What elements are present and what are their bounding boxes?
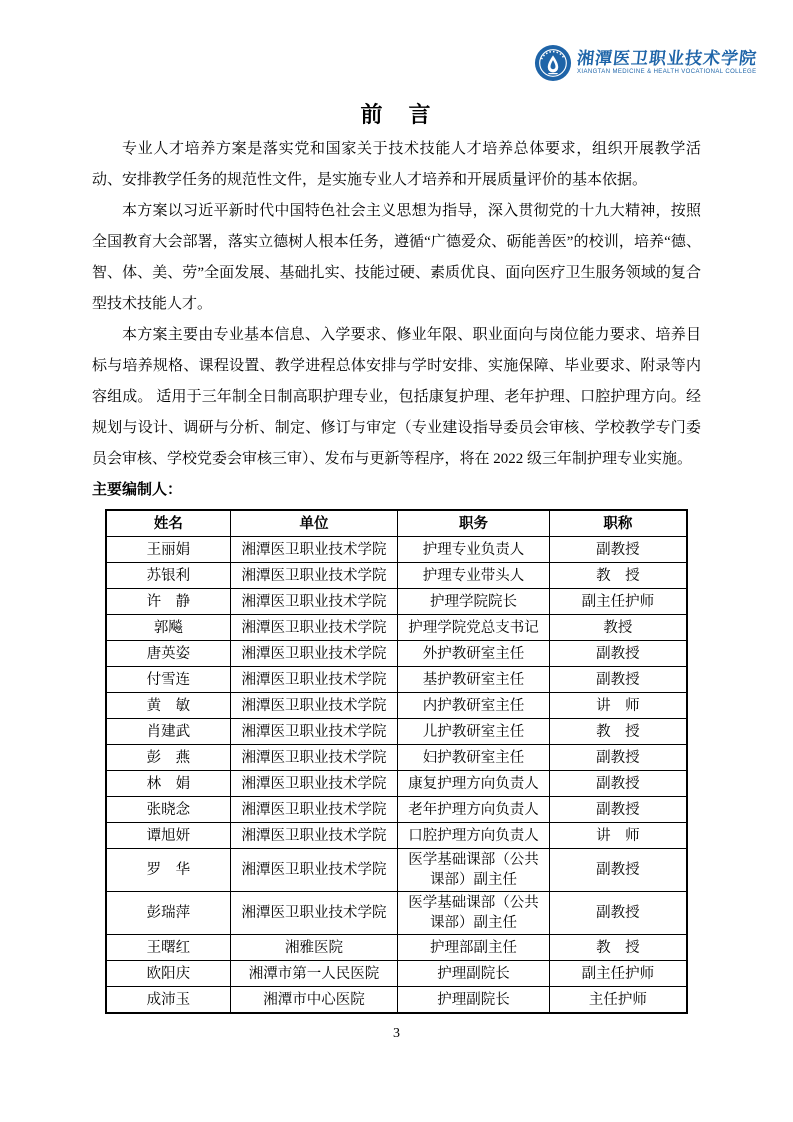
editor-title: 副教授 xyxy=(549,745,687,771)
page-number: 3 xyxy=(393,1026,400,1041)
table-row xyxy=(106,693,687,719)
table-row xyxy=(106,745,687,771)
college-emblem-icon xyxy=(534,44,572,82)
editor-title: 副教授 xyxy=(549,892,687,935)
editor-name: 苏银利 xyxy=(106,563,230,589)
editor-unit: 湘潭医卫职业技术学院 xyxy=(230,719,397,745)
editor-position: 护理副院长 xyxy=(398,961,550,987)
editor-name: 成沛玉 xyxy=(106,987,230,1014)
table-row xyxy=(106,719,687,745)
editor-title: 讲 师 xyxy=(549,693,687,719)
editor-name: 付雪连 xyxy=(106,667,230,693)
editor-position: 外护教研室主任 xyxy=(398,641,550,667)
editor-unit: 湘潭市中心医院 xyxy=(230,987,397,1014)
editor-name: 黄 敏 xyxy=(106,693,230,719)
editor-name: 肖建武 xyxy=(106,719,230,745)
editor-position: 老年护理方向负责人 xyxy=(398,797,550,823)
editor-unit: 湘潭医卫职业技术学院 xyxy=(230,771,397,797)
table-row xyxy=(106,589,687,615)
editor-title: 副教授 xyxy=(549,537,687,563)
table-row xyxy=(106,849,687,892)
column-header-unit: 单位 xyxy=(230,510,397,537)
editor-name: 唐英姿 xyxy=(106,641,230,667)
editor-title: 教 授 xyxy=(549,935,687,961)
preface-paragraph-3: 本方案主要由专业基本信息、入学要求、修业年限、职业面向与岗位能力要求、培养目标与培养规格、课程设置、教学进程总体安排与学时安排、实施保障、毕业要求、附录等内容组成。 适用于三年制全日制高职护理专业，包括康复护理、老年护理、口腔护理方向。经规划与设计、调研与分析、制定、修订与审定（专业建设指导委员会审核、学校教学专门委员会审核、学校党委会审核三审）、发布与更新等程序，将在 2022 级三年制护理专业实施。 xyxy=(92,327,701,467)
editor-name: 王丽娟 xyxy=(106,537,230,563)
table-row xyxy=(106,563,687,589)
editor-position: 基护教研室主任 xyxy=(398,667,550,693)
editor-unit: 湘潭医卫职业技术学院 xyxy=(230,589,397,615)
preface-body xyxy=(92,134,701,1014)
editor-unit: 湘潭医卫职业技术学院 xyxy=(230,693,397,719)
editor-name: 郭飚 xyxy=(106,615,230,641)
editor-position: 医学基础课部（公共课部）副主任 xyxy=(398,892,550,935)
editor-title: 副教授 xyxy=(549,641,687,667)
editor-position: 护理专业带头人 xyxy=(398,563,550,589)
editors-label: 主要编制人： xyxy=(92,482,183,498)
editor-name: 林 娟 xyxy=(106,771,230,797)
editor-unit: 湘潭医卫职业技术学院 xyxy=(230,797,397,823)
preface-paragraph-2: 本方案以习近平新时代中国特色社会主义思想为指导，深入贯彻党的十九大精神，按照全国教育大会部署，落实立德树人根本任务，遵循“广德爱众、砺能善医”的校训，培养“德、智、体、美、劳”全面发展、基础扎实、技能过硬、素质优良、面向医疗卫生服务领域的复合型技术技能人才。 xyxy=(92,203,701,312)
editor-position: 康复护理方向负责人 xyxy=(398,771,550,797)
editor-name: 谭旭妍 xyxy=(106,823,230,849)
editor-title: 副教授 xyxy=(549,849,687,892)
editor-title: 副教授 xyxy=(549,667,687,693)
college-name-zh: 湘潭医卫职业技术学院 xyxy=(576,49,759,68)
editor-unit: 湘潭医卫职业技术学院 xyxy=(230,667,397,693)
editor-position: 护理学院党总支书记 xyxy=(398,615,550,641)
editor-unit: 湘潭医卫职业技术学院 xyxy=(230,615,397,641)
editor-unit: 湘潭医卫职业技术学院 xyxy=(230,849,397,892)
editor-position: 口腔护理方向负责人 xyxy=(398,823,550,849)
editor-unit: 湘潭医卫职业技术学院 xyxy=(230,892,397,935)
table-row xyxy=(106,961,687,987)
preface-paragraph-1: 专业人才培养方案是落实党和国家关于技术技能人才培养总体要求，组织开展教学活动、安排教学任务的规范性文件，是实施专业人才培养和开展质量评价的基本依据。 xyxy=(92,141,701,188)
editor-title: 主任护师 xyxy=(549,987,687,1014)
college-name-en: XIANGTAN MEDICINE & HEALTH VOCATIONAL COLLEGE xyxy=(577,69,757,75)
editor-position: 护理副院长 xyxy=(398,987,550,1014)
college-name xyxy=(577,50,757,76)
editor-unit: 湘潭医卫职业技术学院 xyxy=(230,641,397,667)
table-row xyxy=(106,797,687,823)
table-row xyxy=(106,823,687,849)
table-row xyxy=(106,935,687,961)
editor-position: 护理学院院长 xyxy=(398,589,550,615)
table-row xyxy=(106,667,687,693)
editor-title: 副教授 xyxy=(549,797,687,823)
column-header-title: 职称 xyxy=(549,510,687,537)
editor-title: 副教授 xyxy=(549,771,687,797)
editor-title: 教 授 xyxy=(549,719,687,745)
table-row xyxy=(106,771,687,797)
editor-unit: 湘潭医卫职业技术学院 xyxy=(230,563,397,589)
editor-name: 张晓念 xyxy=(106,797,230,823)
editor-name: 王曙红 xyxy=(106,935,230,961)
editor-title: 讲 师 xyxy=(549,823,687,849)
table-row xyxy=(106,987,687,1014)
editor-unit: 湘潭医卫职业技术学院 xyxy=(230,823,397,849)
college-logo xyxy=(534,44,757,82)
editor-title: 副主任护师 xyxy=(549,589,687,615)
table-row xyxy=(106,641,687,667)
editor-title: 副主任护师 xyxy=(549,961,687,987)
editor-position: 医学基础课部（公共课部）副主任 xyxy=(398,849,550,892)
editor-position: 妇护教研室主任 xyxy=(398,745,550,771)
editors-table xyxy=(105,509,688,1014)
editor-name: 罗 华 xyxy=(106,849,230,892)
editor-position: 护理专业负责人 xyxy=(398,537,550,563)
editor-name: 欧阳庆 xyxy=(106,961,230,987)
table-header-row xyxy=(106,510,687,537)
editor-unit: 湘潭市第一人民医院 xyxy=(230,961,397,987)
editor-title: 教授 xyxy=(549,615,687,641)
column-header-name: 姓名 xyxy=(106,510,230,537)
editor-name: 彭瑞萍 xyxy=(106,892,230,935)
page-title: 前 言 xyxy=(360,102,433,127)
editor-position: 儿护教研室主任 xyxy=(398,719,550,745)
editor-unit: 湘雅医院 xyxy=(230,935,397,961)
editor-unit: 湘潭医卫职业技术学院 xyxy=(230,745,397,771)
editor-title: 教 授 xyxy=(549,563,687,589)
column-header-position: 职务 xyxy=(398,510,550,537)
editor-name: 许 静 xyxy=(106,589,230,615)
editor-name: 彭 燕 xyxy=(106,745,230,771)
table-row xyxy=(106,537,687,563)
editor-position: 护理部副主任 xyxy=(398,935,550,961)
table-row xyxy=(106,892,687,935)
editor-unit: 湘潭医卫职业技术学院 xyxy=(230,537,397,563)
editor-position: 内护教研室主任 xyxy=(398,693,550,719)
table-row xyxy=(106,615,687,641)
